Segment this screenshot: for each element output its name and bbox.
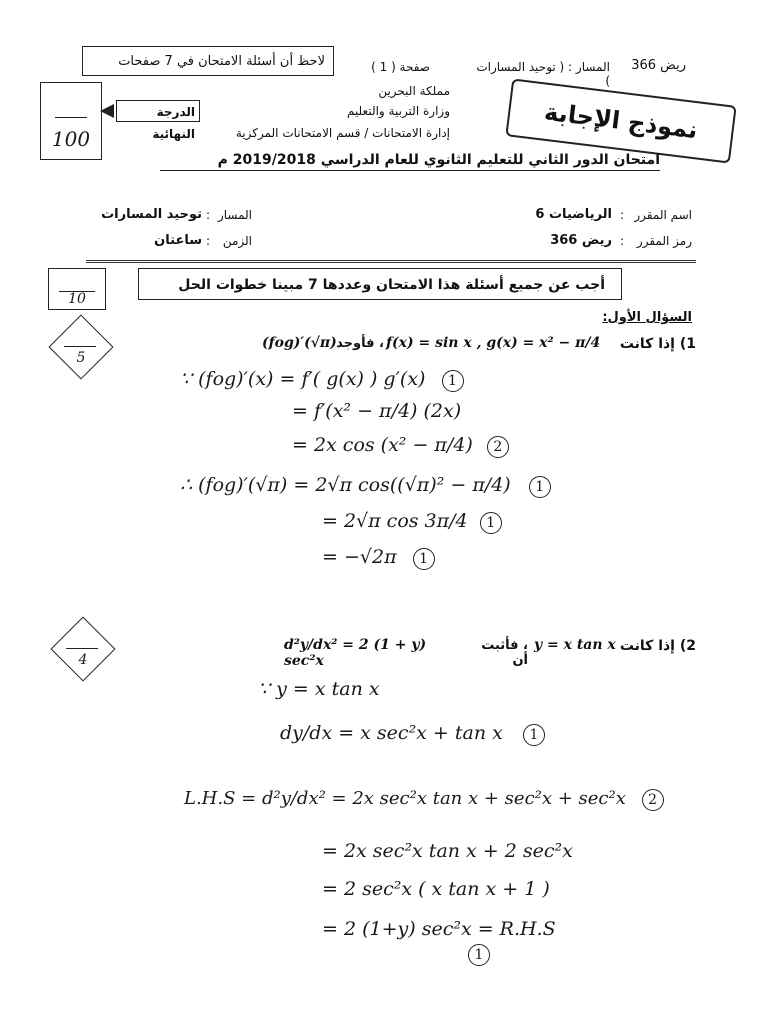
- q2-step-6-text: = 2 (1+y) sec²x = R.H.S: [322, 918, 556, 940]
- q1-score-diamond: [48, 314, 113, 379]
- course-code: ريض 366: [550, 233, 612, 248]
- q2-score-line: [66, 648, 98, 649]
- q2-step-1: [258, 678, 380, 700]
- time-value: ساعتان: [154, 233, 202, 248]
- q1-score-value: 5: [76, 350, 86, 366]
- q1-step-6-mark: 1: [413, 548, 435, 570]
- section-score-box: [48, 268, 106, 310]
- course-name: الرياضيات 6: [535, 207, 612, 222]
- q1-step-6-text: = −√2π: [322, 546, 397, 568]
- q2-step-2-text: dy/dx = x sec²x + tan x: [280, 722, 503, 744]
- course-code-small: ريض 366: [631, 58, 686, 73]
- time-colon: :: [206, 234, 211, 248]
- q1-step-2-text: = f′(x² − π/4) (2x): [292, 400, 462, 422]
- answer-key-stamp-text: نموذج الإجابة: [542, 97, 700, 145]
- q2-step-2: [280, 722, 545, 746]
- page-count-note: لاحظ أن أسئلة الامتحان في 7 صفحات: [82, 46, 334, 76]
- final-grade-box: [40, 82, 102, 160]
- ministry-name: وزارة التربية والتعليم: [346, 104, 450, 118]
- track-colon: :: [206, 208, 211, 222]
- q2-prove: ، فأثبت أن: [481, 638, 528, 668]
- q1-step-1: [180, 368, 464, 392]
- q1-step-4-mark: 1: [529, 476, 551, 498]
- q1-step-3-mark: 2: [487, 436, 509, 458]
- grade-pointer: [100, 104, 114, 118]
- q1-step-5-text: = 2√π cos 3π/4: [322, 510, 468, 532]
- q1-given: f(x) = sin x , g(x) = x² − π/4: [386, 335, 601, 351]
- q1-step-1-mark: 1: [442, 370, 464, 392]
- q1-find: ، فأوجد: [336, 336, 384, 351]
- q1-step-3: [292, 434, 509, 458]
- q2-step-3-mark: 2: [642, 789, 664, 811]
- q1-step-4: [180, 474, 551, 498]
- q1-step-5-mark: 1: [480, 512, 502, 534]
- q2-step-5: [322, 878, 550, 900]
- q2-step-6-mark: 1: [468, 944, 490, 966]
- instructions-box: أجب عن جميع أسئلة هذا الامتحان وعددها 7 مبينا خطوات الحل: [138, 268, 622, 300]
- time-label: الزمن: [222, 234, 252, 248]
- track-label: المسار: [217, 208, 252, 222]
- q1-step-4-text: ∴ (fog)′(√π) = 2√π cos((√π)² − π/4): [180, 474, 511, 496]
- q2-step-6: [322, 918, 556, 940]
- q2-step-5-text: = 2 sec²x ( x tan x + 1 ): [322, 878, 550, 900]
- q2-given: y = x tan x: [534, 637, 616, 653]
- track-value: توحيد المسارات: [101, 207, 202, 222]
- track-small: المسار : ( توحيد المسارات ): [476, 60, 610, 88]
- q1-target: (fog)′(√π): [262, 335, 337, 351]
- q2-score-diamond: [50, 616, 115, 681]
- page-number: صفحة ( 1 ): [371, 60, 430, 74]
- q1-step-6: [322, 546, 435, 570]
- q2-step-2-mark: 1: [523, 724, 545, 746]
- section-title: السؤال الأول:: [602, 310, 692, 325]
- separator-line: [86, 260, 696, 263]
- course-code-colon: :: [620, 234, 625, 248]
- final-grade-label: الدرجة النهائية: [116, 100, 200, 122]
- q1-step-2: [292, 400, 461, 422]
- q1-step-3-text: = 2x cos (x² − π/4): [292, 434, 473, 456]
- kingdom-name: مملكة البحرين: [378, 84, 450, 98]
- final-grade-value: 100: [51, 127, 91, 151]
- q2-step-3-text: L.H.S = d²y/dx² = 2x sec²x tan x + sec²x + sec²x: [184, 788, 626, 809]
- exam-title: امتحان الدور الثاني للتعليم الثانوي للعام الدراسي 2019/2018 م: [160, 152, 660, 171]
- q2-score-value: 4: [78, 652, 88, 668]
- q2-text: 2) إذا كانت: [619, 638, 696, 654]
- q2-step-3: [184, 788, 664, 811]
- section-score-value: 10: [68, 291, 86, 307]
- course-name-label: اسم المقرر: [634, 208, 692, 222]
- q1-step-5: [322, 510, 502, 534]
- q2-step-4: [322, 840, 573, 862]
- q2-step-6-mark-wrap: [468, 944, 490, 966]
- q2-step-1-text: ∵ y = x tan x: [258, 678, 380, 700]
- q1-text: 1) إذا كانت: [619, 336, 696, 352]
- answer-key-stamp: [505, 78, 736, 163]
- course-name-colon: :: [620, 208, 625, 222]
- department-name: إدارة الامتحانات / قسم الامتحانات المركزية: [235, 126, 450, 140]
- q2-step-4-text: = 2x sec²x tan x + 2 sec²x: [322, 840, 573, 862]
- q1-score-line: [64, 346, 96, 347]
- q1-step-1-text: ∵ (fog)′(x) = f′( g(x) ) g′(x): [180, 368, 426, 390]
- q2-target: d²y/dx² = 2 (1 + y) sec²x: [284, 637, 427, 669]
- course-code-label: رمز المقرر: [636, 234, 692, 248]
